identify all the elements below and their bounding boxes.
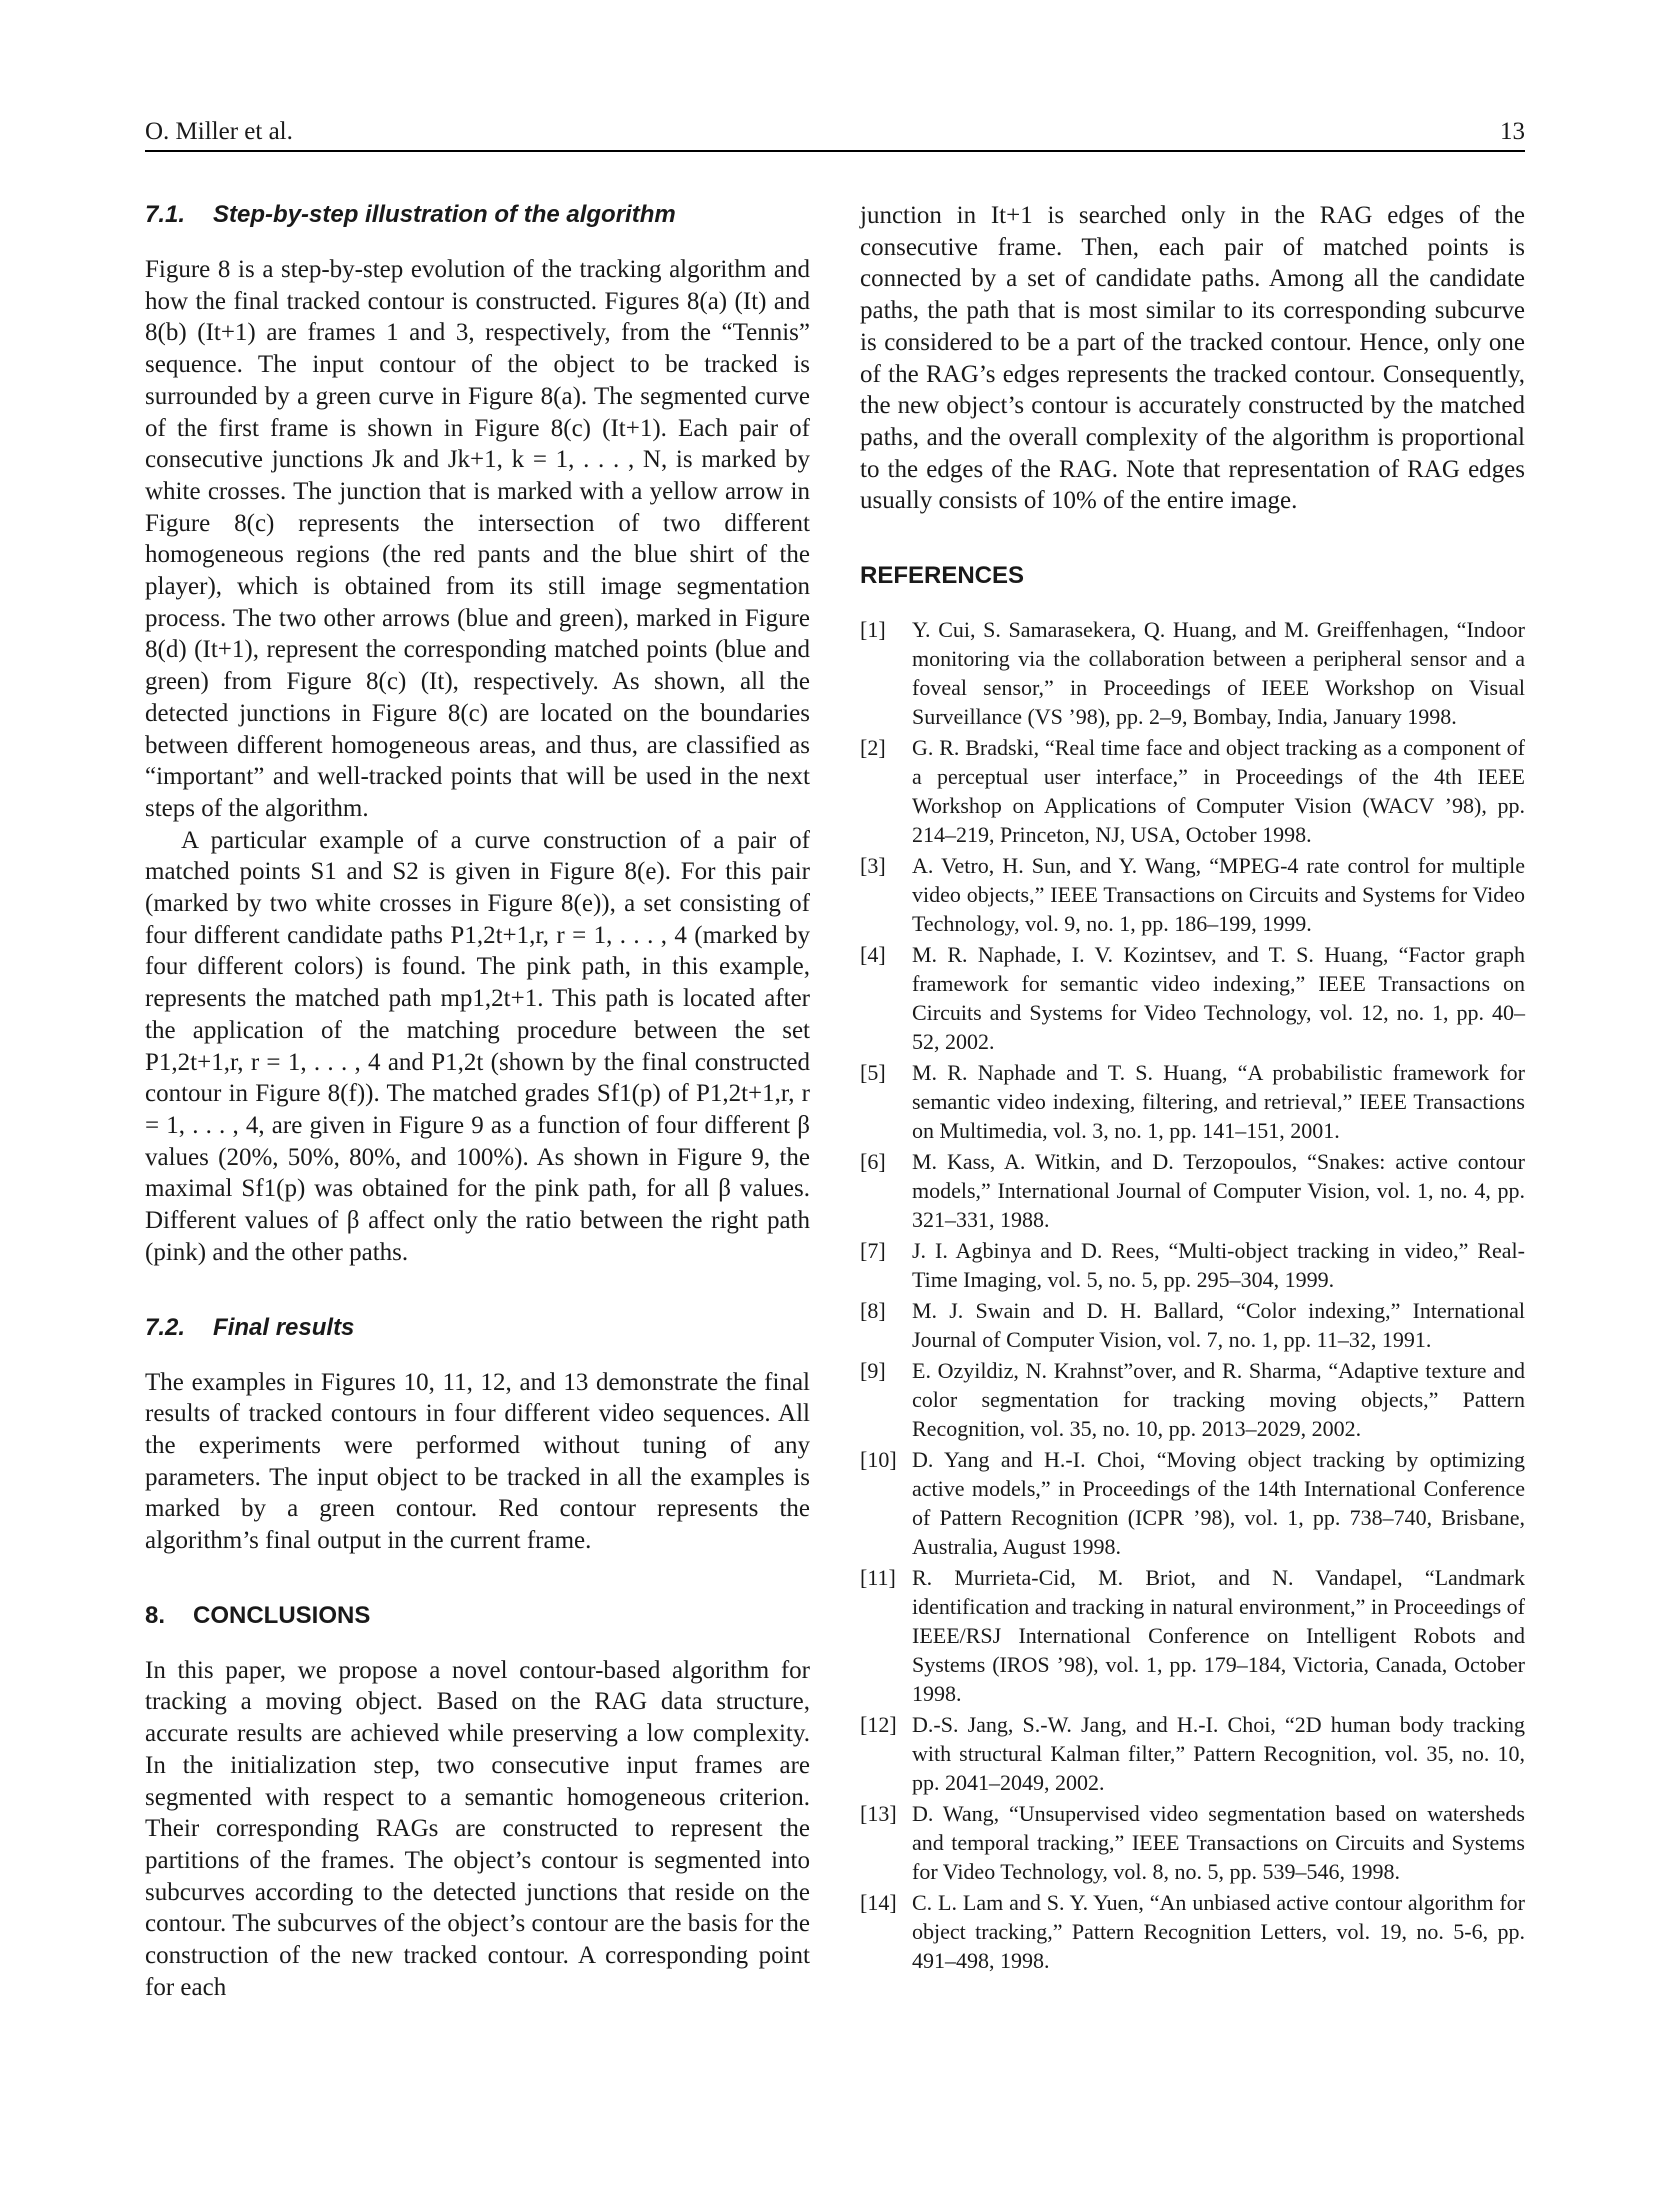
- reference-item: [860, 1799, 1525, 1886]
- reference-text: D. Wang, “Unsupervised video segmentation based on watersheds and temporal tracking,” IEEE Transactions on Circuits and Systems for Video Technology, vol. 8, no. 5, pp. 539–546, 1998.: [912, 1801, 1525, 1885]
- reference-number: [6]: [860, 1149, 886, 1175]
- reference-item: [860, 1147, 1525, 1234]
- reference-text: A. Vetro, H. Sun, and Y. Wang, “MPEG-4 rate control for multiple video objects,” IEEE Transactions on Circuits and Systems for Video Technology, vol. 9, no. 1, pp. 186–199, 1999.: [912, 853, 1525, 937]
- reference-text: M. Kass, A. Witkin, and D. Terzopoulos, “Snakes: active contour models,” International Journal of Computer Vision, vol. 1, no. 4, pp. 321–331, 1988.: [912, 1149, 1525, 1233]
- reference-number: [10]: [860, 1447, 897, 1473]
- reference-number: [11]: [860, 1565, 896, 1591]
- reference-text: D. Yang and H.-I. Choi, “Moving object tracking by optimizing active models,” in Proceedings of the 14th International Conference of Pattern Recognition (ICPR ’98), vol. 1, pp. 738–740, Brisbane, Australia, August 1998.: [912, 1447, 1525, 1560]
- spacer: [145, 1557, 810, 1601]
- reference-text: M. R. Naphade and T. S. Huang, “A probabilistic framework for semantic video indexing, filtering, and retrieval,” IEEE Transactions on Multimedia, vol. 3, no. 1, pp. 141–151, 2001.: [912, 1060, 1525, 1144]
- reference-item: [860, 851, 1525, 938]
- reference-text: R. Murrieta-Cid, M. Briot, and N. Vandapel, “Landmark identification and tracking in natural environment,” in Proceedings of IEEE/RSJ International Conference on Intelligent Robots and Systems (IROS ’98), vol. 1, pp. 179–184, Victoria, Canada, October 1998.: [912, 1565, 1525, 1707]
- section-8-heading: [145, 1601, 810, 1631]
- paragraph-curve-construction: A particular example of a curve construction of a pair of matched points S1 and S2 is given in Figure 8(e). For this pair (marked by two white crosses in Figure 8(e)), a set consisting of four different candidate paths P1,2t+1,r, r = 1, . . . , 4 (marked by four different colors) is found. The pink path, in this example, represents the matched path mp1,2t+1. This path is located after the application of the matching procedure between the set P1,2t+1,r, r = 1, . . . , 4 and P1,2t (shown by the final constructed contour in Figure 8(f)). The matched grades Sf1(p) of P1,2t+1,r, r = 1, . . . , 4, are given in Figure 9 as a function of four different β values (20%, 50%, 80%, and 100%). As shown in Figure 9, the maximal Sf1(p) was obtained for the pink path, for all β values. Different values of β affect only the ratio between the right path (pink) and the other paths.: [145, 826, 810, 1266]
- reference-list: [860, 615, 1525, 1975]
- reference-text: G. R. Bradski, “Real time face and object tracking as a component of a perceptual user interface,” in Proceedings of the 4th IEEE Workshop on Applications of Computer Vision (WACV ’98), pp. 214–219, Princeton, NJ, USA, October 1998.: [912, 735, 1525, 848]
- reference-number: [8]: [860, 1298, 886, 1324]
- section-8-number: 8.: [145, 1601, 166, 1629]
- reference-number: [9]: [860, 1358, 886, 1384]
- section-7-1-title: Step-by-step illustration of the algorithm: [213, 201, 676, 228]
- running-header-authors: O. Miller et al.: [145, 118, 293, 145]
- reference-number: [1]: [860, 617, 886, 643]
- spacer: [145, 1269, 810, 1313]
- reference-item: [860, 1563, 1525, 1708]
- reference-item: [860, 615, 1525, 731]
- reference-number: [13]: [860, 1801, 897, 1827]
- header-rule: [145, 150, 1525, 152]
- section-7-2-heading: [145, 1313, 810, 1343]
- reference-number: [7]: [860, 1238, 886, 1264]
- paragraph-figure-8: Figure 8 is a step-by-step evolution of the tracking algorithm and how the final tracked contour is constructed. Figures 8(a) (It) and 8(b) (It+1) are frames 1 and 3, respectively, from the “Tennis” sequence. The input contour of the object to be tracked is surrounded by a green curve in Figure 8(a). The segmented curve of the first frame is shown in Figure 8(c) (It+1). Each pair of consecutive junctions Jk and Jk+1, k = 1, . . . , N, is marked by white crosses. The junction that is marked with a yellow arrow in Figure 8(c) represents the intersection of two different homogeneous regions (the red pants and the blue shirt of the player), which is obtained from its still image segmentation process. The two other arrows (blue and green), marked in Figure 8(d) (It+1), represent the corresponding matched points (blue and green) from Figure 8(c) (It), respectively. As shown, all the detected junctions in Figure 8(c) are located on the boundaries between different homogeneous areas, and thus, are classified as “important” and well-tracked points that will be used in the next steps of the algorithm.: [145, 256, 810, 822]
- reference-text: M. J. Swain and D. H. Ballard, “Color indexing,” International Journal of Computer Vision, vol. 7, no. 1, pp. 11–32, 1991.: [912, 1298, 1525, 1353]
- paragraph-conclusions: In this paper, we propose a novel contour-based algorithm for tracking a moving object. Based on the RAG data structure, accurate results are achieved while preserving a low complexity. In the initialization step, two consecutive input frames are segmented with respect to a semantic homogeneous criterion. Their corresponding RAGs are constructed to represent the partitions of the frames. The object’s contour is segmented into subcurves according to the detected junctions that reside on the contour. The subcurves of the object’s contour are the basis for the construction of the new tracked contour. A corresponding point for each: [145, 1656, 810, 2001]
- reference-item: [860, 733, 1525, 849]
- reference-item: [860, 940, 1525, 1056]
- reference-number: [3]: [860, 853, 886, 879]
- paragraph-conclusions-continued: junction in It+1 is searched only in the RAG edges of the consecutive frame. Then, each pair of matched points is connected by a set of candidate paths. Among all the candidate paths, the path that is most similar to its corresponding subcurve is considered to be a part of the tracked contour. Hence, only one of the RAG’s edges represents the tracked contour. Consequently, the new object’s contour is accurately constructed by the matched paths, and the overall complexity of the algorithm is proportional to the edges of the RAG. Note that representation of RAG edges usually consists of 10% of the entire image.: [860, 202, 1525, 515]
- reference-item: [860, 1356, 1525, 1443]
- reference-item: [860, 1888, 1525, 1975]
- reference-text: M. R. Naphade, I. V. Kozintsev, and T. S. Huang, “Factor graph framework for semantic video indexing,” IEEE Transactions on Circuits and Systems for Video Technology, vol. 12, no. 1, pp. 40–52, 2002.: [912, 942, 1525, 1055]
- reference-text: Y. Cui, S. Samarasekera, Q. Huang, and M. Greiffenhagen, “Indoor monitoring via the collaboration between a peripheral sensor and a foveal sensor,” in Proceedings of IEEE Workshop on Visual Surveillance (VS ’98), pp. 2–9, Bombay, India, January 1998.: [912, 617, 1525, 730]
- right-column: [860, 200, 1525, 1977]
- reference-text: D.-S. Jang, S.-W. Jang, and H.-I. Choi, “2D human body tracking with structural Kalman filter,” Pattern Recognition, vol. 35, no. 10, pp. 2041–2049, 2002.: [912, 1712, 1525, 1796]
- reference-number: [2]: [860, 735, 886, 761]
- section-7-1-number: 7.1.: [145, 201, 186, 228]
- reference-number: [12]: [860, 1712, 897, 1738]
- reference-item: [860, 1236, 1525, 1294]
- section-7-2-number: 7.2.: [145, 1313, 186, 1341]
- section-7-1-heading: [145, 200, 810, 230]
- reference-number: [5]: [860, 1060, 886, 1086]
- reference-item: [860, 1710, 1525, 1797]
- reference-item: [860, 1296, 1525, 1354]
- reference-text: C. L. Lam and S. Y. Yuen, “An unbiased active contour algorithm for object tracking,” Pattern Recognition Letters, vol. 19, no. 5-6, pp. 491–498, 1998.: [912, 1890, 1525, 1974]
- paragraph-final-results: The examples in Figures 10, 11, 12, and 13 demonstrate the final results of tracked contours in four different video sequences. All the experiments were performed without tuning of any parameters. The input object to be tracked in all the examples is marked by a green contour. Red contour represents the algorithm’s final output in the current frame.: [145, 1368, 810, 1555]
- references-heading: REFERENCES: [860, 562, 1025, 590]
- reference-text: E. Ozyildiz, N. Krahnst”over, and R. Sharma, “Adaptive texture and color segmentation for tracking moving objects,” Pattern Recognition, vol. 35, no. 10, pp. 2013–2029, 2002.: [912, 1358, 1525, 1442]
- reference-number: [4]: [860, 942, 886, 968]
- running-header: [145, 118, 1525, 154]
- reference-item: [860, 1058, 1525, 1145]
- section-8-title: CONCLUSIONS: [193, 1601, 371, 1629]
- section-7-2-title: Final results: [213, 1313, 355, 1341]
- reference-text: J. I. Agbinya and D. Rees, “Multi-object tracking in video,” Real-Time Imaging, vol. 5, no. 5, pp. 295–304, 1999.: [912, 1238, 1525, 1293]
- reference-item: [860, 1445, 1525, 1561]
- spacer: [860, 517, 1525, 561]
- reference-number: [14]: [860, 1890, 897, 1916]
- left-column: [145, 200, 810, 2003]
- page-number: 13: [1500, 118, 1525, 145]
